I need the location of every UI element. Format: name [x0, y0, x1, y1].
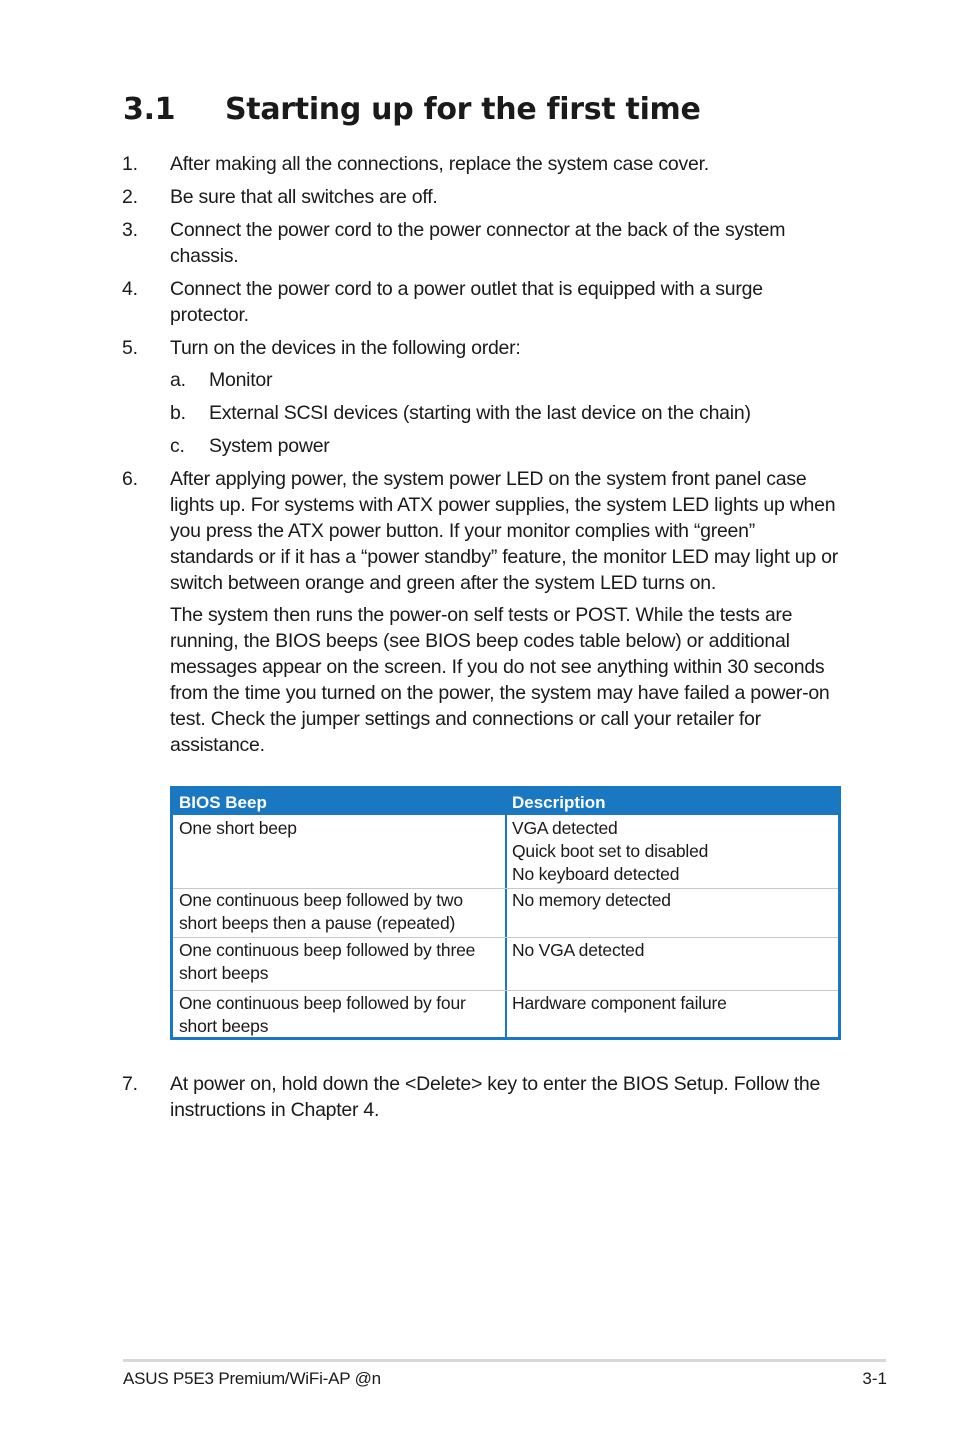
cell-line: short beeps	[179, 1016, 269, 1036]
row-divider	[173, 937, 838, 938]
substep-letter: a.	[170, 369, 186, 391]
section-heading	[123, 90, 701, 130]
step-text: Connect the power cord to a power outlet that is equipped with a surge protector.	[170, 278, 763, 326]
table-header	[173, 789, 838, 815]
step-text: Turn on the devices in the following order:	[170, 337, 521, 359]
page-number: 3-1	[862, 1369, 887, 1388]
table-row-4-beep	[179, 992, 499, 1038]
cell-line: Quick boot set to disabled	[512, 841, 709, 861]
table-row-3-desc	[512, 939, 832, 962]
cell-line: One continuous beep followed by four	[179, 993, 466, 1013]
step-number: 4.	[122, 278, 138, 300]
step-text: Be sure that all switches are off.	[170, 186, 438, 208]
step-number: 3.	[122, 219, 138, 241]
cell-line: One short beep	[179, 818, 297, 838]
step-text: After making all the connections, replace the system case cover.	[170, 153, 709, 175]
section-number: 3.1	[123, 92, 176, 127]
cell-line: No VGA detected	[512, 940, 645, 960]
table-row-1-desc	[512, 817, 832, 886]
header-description: Description	[512, 793, 606, 812]
step-text: At power on, hold down the <Delete> key to enter the BIOS Setup. Follow the instructions in Chapter 4.	[170, 1073, 821, 1121]
substep-letter: b.	[170, 402, 186, 424]
substep-text: Monitor	[209, 369, 273, 391]
footer-title: ASUS P5E3 Premium/WiFi-AP @n	[123, 1369, 381, 1388]
step-number: 1.	[122, 153, 138, 175]
cell-line: No keyboard detected	[512, 864, 680, 884]
footer-divider	[123, 1359, 886, 1362]
bios-beep-table	[170, 786, 841, 1040]
cell-line: short beeps then a pause (repeated)	[179, 913, 456, 933]
cell-line: No memory detected	[512, 890, 671, 910]
cell-line: One continuous beep followed by three	[179, 940, 476, 960]
section-title: Starting up for the first time	[225, 92, 701, 127]
step-text: Connect the power cord to the power connector at the back of the system chassis.	[170, 219, 786, 267]
step-number: 2.	[122, 186, 138, 208]
step-number: 6.	[122, 468, 138, 490]
substep-letter: c.	[170, 435, 185, 457]
column-divider	[505, 815, 507, 1037]
cell-line: VGA detected	[512, 818, 618, 838]
table-row-2-desc	[512, 889, 832, 912]
row-divider	[173, 990, 838, 991]
step-number: 5.	[122, 337, 138, 359]
table-row-1-beep	[179, 817, 499, 840]
table-row-4-desc	[512, 992, 832, 1015]
substep-text: System power	[209, 435, 330, 457]
cell-line: One continuous beep followed by two	[179, 890, 463, 910]
step-number: 7.	[122, 1073, 138, 1095]
header-bios-beep: BIOS Beep	[179, 793, 267, 812]
cell-line: Hardware component failure	[512, 993, 727, 1013]
table-row-2-beep	[179, 889, 499, 935]
step-text: After applying power, the system power LED on the system front panel case lights up. For systems with ATX power supplies, the system LED lights up when you press the ATX power button. If your monitor complies with “green” standards or if it has a “power standby” feature, the monitor LED may light up or switch between orange and green after the system LED turns on.	[170, 468, 839, 594]
table-row-3-beep	[179, 939, 499, 985]
cell-line: short beeps	[179, 963, 269, 983]
substep-text: External SCSI devices (starting with the last device on the chain)	[209, 402, 751, 424]
post-paragraph: The system then runs the power-on self tests or POST. While the tests are running, the BIOS beeps (see BIOS beep codes table below) or additional messages appear on the screen. If you do not see anything within 30 seconds from the time you turned on the power, the system may have failed a power-on test. Check the jumper settings and connections or call your retailer for assistance.	[170, 604, 830, 756]
